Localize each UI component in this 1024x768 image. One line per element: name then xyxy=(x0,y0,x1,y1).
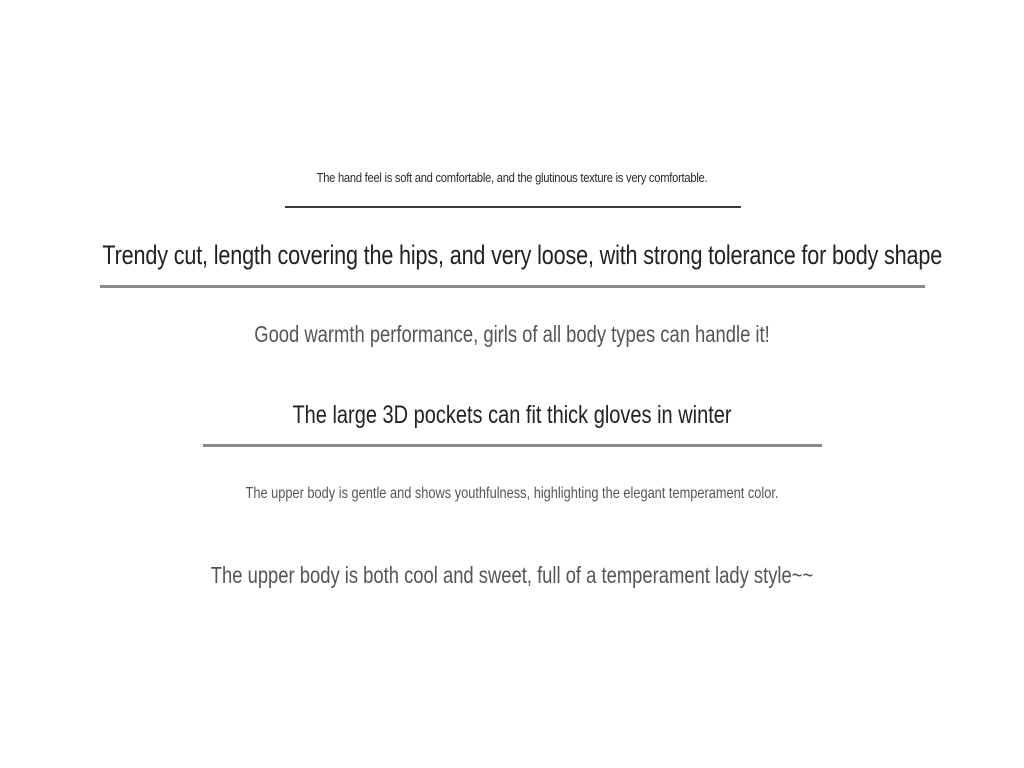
feature-text-style: The upper body is both cool and sweet, full of a temperament lady style~~ xyxy=(210,562,814,588)
divider-line-3 xyxy=(203,444,822,447)
divider-line-1 xyxy=(285,206,741,208)
feature-text-pockets: The large 3D pockets can fit thick gloves in winter xyxy=(292,401,732,429)
feature-text-cut: Trendy cut, length covering the hips, and very loose, with strong tolerance for body shape xyxy=(102,240,943,270)
divider-line-2 xyxy=(100,285,925,288)
feature-text-softness: The hand feel is soft and comfortable, and the glutinous texture is very comfortable. xyxy=(316,170,708,185)
feature-text-warmth: Good warmth performance, girls of all body types can handle it! xyxy=(254,321,770,347)
feature-text-gentle: The upper body is gentle and shows youthfulness, highlighting the elegant temperament color. xyxy=(245,485,779,502)
